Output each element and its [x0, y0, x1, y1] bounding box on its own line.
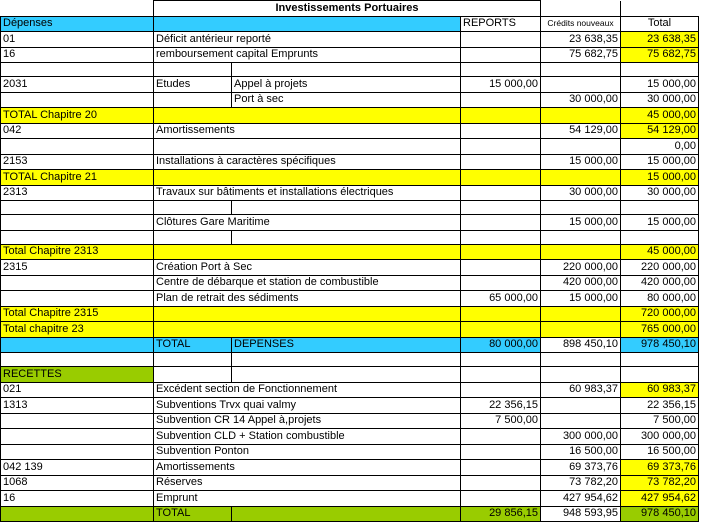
account-code: 2313 [1, 185, 154, 201]
credits-amount: 30 000,00 [541, 185, 621, 201]
empty-cell [541, 367, 621, 383]
total-amount: 45 000,00 [621, 108, 699, 124]
credits-amount [541, 244, 621, 260]
line-label [154, 108, 461, 124]
chapter-total-row [1, 322, 699, 338]
reports-amount [461, 32, 541, 48]
empty-cell [232, 367, 461, 383]
line-label: Subventions Trvx quai valmy [154, 398, 461, 414]
line-label [154, 306, 461, 322]
account-code: 042 139 [1, 460, 154, 476]
budget-row [1, 275, 699, 291]
grand-total-label: TOTAL [154, 337, 232, 353]
reports-amount [461, 275, 541, 291]
spacer-row [1, 230, 699, 244]
credits-amount: 420 000,00 [541, 275, 621, 291]
line-label: Subvention CR 14 Appel à,projets [154, 413, 461, 429]
line-label: Excédent section de Fonctionnement [154, 382, 461, 398]
total-amount: 15 000,00 [621, 77, 699, 93]
empty-cell [461, 201, 541, 215]
account-code: TOTAL Chapitre 20 [1, 108, 154, 124]
grand-total-credits: 948 593,95 [541, 506, 621, 522]
account-code [1, 215, 154, 231]
credits-amount: 54 129,00 [541, 123, 621, 139]
col-header-reports: REPORTS [461, 16, 541, 32]
reports-amount [461, 460, 541, 476]
line-label: Amortissements [154, 460, 461, 476]
line-label [154, 244, 461, 260]
header-row [1, 16, 699, 32]
line-label: Réserves [154, 475, 461, 491]
credits-amount: 73 782,20 [541, 475, 621, 491]
line-label: Travaux sur bâtiments et installations électriques [154, 185, 461, 201]
budget-row [1, 123, 699, 139]
reports-amount [461, 185, 541, 201]
empty-cell [232, 230, 461, 244]
empty-cell [232, 201, 461, 215]
credits-amount [541, 398, 621, 414]
reports-amount [461, 475, 541, 491]
grand-total-sublabel: DEPENSES [232, 337, 461, 353]
line-label: Emprunt [154, 491, 461, 507]
line-label [154, 322, 461, 338]
empty-cell [232, 353, 461, 367]
empty-cell [541, 63, 621, 77]
credits-amount: 15 000,00 [541, 154, 621, 170]
total-amount: 45 000,00 [621, 244, 699, 260]
account-code: 042 [1, 123, 154, 139]
total-amount: 300 000,00 [621, 429, 699, 445]
credits-amount: 427 954,62 [541, 491, 621, 507]
credits-amount: 300 000,00 [541, 429, 621, 445]
empty-cell [1, 353, 154, 367]
budget-row [1, 154, 699, 170]
credits-amount [541, 139, 621, 155]
budget-row [1, 92, 699, 108]
empty-cell [1, 63, 154, 77]
account-code [1, 291, 154, 307]
header-cyan-fill [154, 16, 461, 32]
account-code: 2315 [1, 260, 154, 276]
spacer-row [1, 353, 699, 367]
empty-cell [621, 63, 699, 77]
total-amount: 60 983,37 [621, 382, 699, 398]
credits-amount: 69 373,76 [541, 460, 621, 476]
empty-cell [154, 367, 232, 383]
total-amount: 427 954,62 [621, 491, 699, 507]
credits-amount [541, 170, 621, 186]
grand-total-amount: 978 450,10 [621, 337, 699, 353]
credits-amount [541, 413, 621, 429]
account-code: 1068 [1, 475, 154, 491]
reports-amount [461, 382, 541, 398]
reports-amount [461, 139, 541, 155]
budget-row [1, 32, 699, 48]
line-label [154, 170, 461, 186]
credits-amount: 23 638,35 [541, 32, 621, 48]
account-code: TOTAL Chapitre 21 [1, 170, 154, 186]
empty-cell [541, 201, 621, 215]
account-code [1, 429, 154, 445]
budget-row [1, 398, 699, 414]
reports-amount [461, 47, 541, 63]
empty-cell [154, 230, 232, 244]
reports-amount: 65 000,00 [461, 291, 541, 307]
grand-total-spacer [1, 337, 154, 353]
account-code [1, 275, 154, 291]
reports-amount: 15 000,00 [461, 77, 541, 93]
account-code: 16 [1, 47, 154, 63]
spacer-row [1, 63, 699, 77]
line-label [154, 92, 232, 108]
account-code: Total Chapitre 2313 [1, 244, 154, 260]
reports-amount [461, 306, 541, 322]
budget-row [1, 260, 699, 276]
total-amount: 75 682,75 [621, 47, 699, 63]
budget-row [1, 491, 699, 507]
budget-row [1, 382, 699, 398]
reports-amount: 22 356,15 [461, 398, 541, 414]
reports-amount [461, 154, 541, 170]
credits-amount: 220 000,00 [541, 260, 621, 276]
total-amount: 54 129,00 [621, 123, 699, 139]
total-amount: 220 000,00 [621, 260, 699, 276]
empty-cell [1, 201, 154, 215]
total-amount: 765 000,00 [621, 322, 699, 338]
section-recettes-label: RECETTES [1, 367, 154, 383]
total-amount: 7 500,00 [621, 413, 699, 429]
reports-amount [461, 322, 541, 338]
empty-cell [461, 230, 541, 244]
empty-cell [621, 353, 699, 367]
chapter-total-row [1, 306, 699, 322]
col-header-total: Total [621, 16, 699, 32]
line-sublabel: Appel à projets [232, 77, 461, 93]
account-code: 021 [1, 382, 154, 398]
reports-amount [461, 170, 541, 186]
empty-cell [621, 230, 699, 244]
total-amount: 0,00 [621, 139, 699, 155]
line-label: Amortissements [154, 123, 461, 139]
grand-total-sublabel [232, 506, 461, 522]
reports-amount [461, 429, 541, 445]
section-depenses-label: Dépenses [1, 16, 154, 32]
reports-amount [461, 260, 541, 276]
section-row [1, 367, 699, 383]
account-code [1, 139, 154, 155]
total-amount: 16 500,00 [621, 444, 699, 460]
grand-total-credits: 898 450,10 [541, 337, 621, 353]
empty-cell [541, 353, 621, 367]
reports-amount [461, 92, 541, 108]
account-code: 1313 [1, 398, 154, 414]
grand-total-label: TOTAL [154, 506, 232, 522]
budget-row [1, 185, 699, 201]
budget-row [1, 215, 699, 231]
total-amount: 30 000,00 [621, 185, 699, 201]
reports-amount [461, 108, 541, 124]
budget-row [1, 77, 699, 93]
empty-cell [154, 201, 232, 215]
budget-table-body [1, 1, 699, 522]
total-amount: 720 000,00 [621, 306, 699, 322]
line-label: Subvention CLD + Station combustible [154, 429, 461, 445]
reports-amount: 7 500,00 [461, 413, 541, 429]
total-amount: 69 373,76 [621, 460, 699, 476]
line-label: Clôtures Gare Maritime [154, 215, 461, 231]
account-code: Total Chapitre 2315 [1, 306, 154, 322]
budget-row [1, 413, 699, 429]
grand-total-spacer [1, 506, 154, 522]
credits-amount [541, 306, 621, 322]
account-code [1, 413, 154, 429]
grand-total-row [1, 506, 699, 522]
reports-amount [461, 491, 541, 507]
title-empty-cell [621, 1, 699, 17]
title-empty-cell [541, 1, 621, 17]
total-amount: 23 638,35 [621, 32, 699, 48]
line-label [154, 139, 461, 155]
line-label: Installations à caractères spécifiques [154, 154, 461, 170]
credits-amount [541, 77, 621, 93]
account-code: 2153 [1, 154, 154, 170]
total-amount: 22 356,15 [621, 398, 699, 414]
grand-total-reports: 29 856,15 [461, 506, 541, 522]
reports-amount [461, 123, 541, 139]
line-label: Subvention Ponton [154, 444, 461, 460]
budget-row [1, 139, 699, 155]
line-label: Etudes [154, 77, 232, 93]
reports-amount [461, 215, 541, 231]
credits-amount [541, 108, 621, 124]
account-code: Total chapitre 23 [1, 322, 154, 338]
total-amount: 73 782,20 [621, 475, 699, 491]
empty-cell [621, 201, 699, 215]
empty-cell [461, 353, 541, 367]
spacer-row [1, 201, 699, 215]
grand-total-amount: 978 450,10 [621, 506, 699, 522]
credits-amount: 15 000,00 [541, 215, 621, 231]
total-amount: 15 000,00 [621, 170, 699, 186]
page-title: Investissements Portuaires [154, 1, 541, 17]
line-sublabel: Port à sec [232, 92, 461, 108]
total-amount: 30 000,00 [621, 92, 699, 108]
budget-row [1, 460, 699, 476]
empty-cell [154, 63, 232, 77]
credits-amount: 15 000,00 [541, 291, 621, 307]
budget-row [1, 47, 699, 63]
total-amount: 420 000,00 [621, 275, 699, 291]
chapter-total-row [1, 108, 699, 124]
title-row [1, 1, 699, 17]
title-empty-cell [1, 1, 154, 17]
line-label: Plan de retrait des sédiments [154, 291, 461, 307]
grand-total-row [1, 337, 699, 353]
empty-cell [461, 367, 541, 383]
account-code [1, 92, 154, 108]
account-code: 01 [1, 32, 154, 48]
empty-cell [541, 230, 621, 244]
empty-cell [232, 63, 461, 77]
col-header-credits: Crédits nouveaux [541, 16, 621, 32]
chapter-total-row [1, 244, 699, 260]
account-code [1, 444, 154, 460]
total-amount: 80 000,00 [621, 291, 699, 307]
total-amount: 15 000,00 [621, 154, 699, 170]
empty-cell [154, 353, 232, 367]
reports-amount [461, 244, 541, 260]
credits-amount [541, 322, 621, 338]
empty-cell [621, 367, 699, 383]
budget-row [1, 291, 699, 307]
total-amount: 15 000,00 [621, 215, 699, 231]
grand-total-reports: 80 000,00 [461, 337, 541, 353]
line-label: Déficit antérieur reporté [154, 32, 461, 48]
line-label: remboursement capital Emprunts [154, 47, 461, 63]
credits-amount: 75 682,75 [541, 47, 621, 63]
credits-amount: 16 500,00 [541, 444, 621, 460]
budget-row [1, 444, 699, 460]
line-label: Création Port à Sec [154, 260, 461, 276]
account-code: 16 [1, 491, 154, 507]
empty-cell [461, 63, 541, 77]
account-code: 2031 [1, 77, 154, 93]
reports-amount [461, 444, 541, 460]
chapter-total-row [1, 170, 699, 186]
budget-row [1, 429, 699, 445]
budget-row [1, 475, 699, 491]
credits-amount: 30 000,00 [541, 92, 621, 108]
credits-amount: 60 983,37 [541, 382, 621, 398]
line-label: Centre de débarque et station de combustible [154, 275, 461, 291]
empty-cell [1, 230, 154, 244]
